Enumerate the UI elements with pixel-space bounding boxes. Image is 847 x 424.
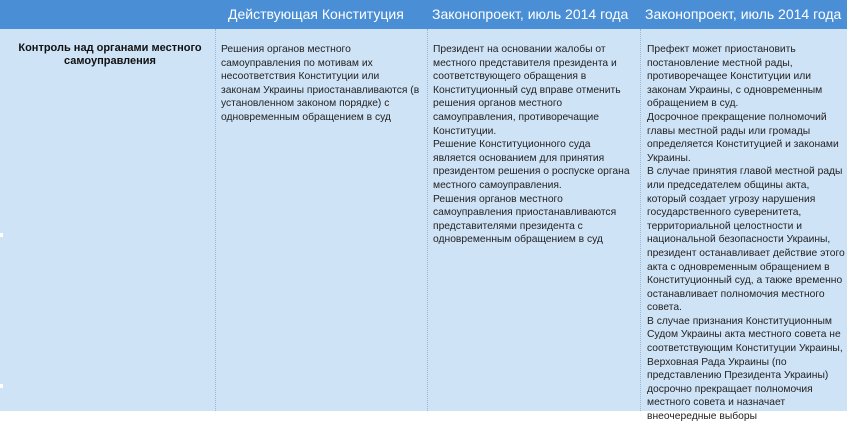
cell-paragraph: Президент на основании жалобы от местного представителя президента и соответствующего обращения в Конституционный суд вправе отменить решения органов местного самоуправления, противоречащие Конституции.	[433, 44, 621, 137]
edge-marker	[0, 384, 3, 388]
cell-bill-b	[647, 43, 845, 424]
table-header	[0, 0, 847, 29]
edge-marker	[0, 233, 3, 237]
cell-paragraph: Префект может приостановить постановление местной рады, противоречащее Конституции или законам Украины, с одновременным обращением в суд.	[647, 44, 823, 110]
cell-paragraph: В случае признания Конституционным Судом Украины акта местного совета не соответствующим Конституции Украины, Верховная Рада Украины (по представлению Президента Украины) досрочно прекращает полномочия местного совета и назначает внеочередные выборы	[647, 315, 843, 423]
column-separator	[427, 29, 429, 411]
cell-paragraph: Решение Конституционного суда является основанием для принятия президентом решения о роспуске органа местного самоуправления.	[433, 139, 630, 191]
cell-paragraph: В случае принятия главой местной рады или председателем общины акта, который создает угрозу нарушения государственного суверенитета, территориальной целостности и национальной безопасности Украины, президент останавливает действие этого акта с одновременным обращением в Конституционный суд, а также временно останавливает полномочия местного совета.	[647, 166, 845, 314]
header-current-constitution: Действующая Конституция	[228, 6, 404, 22]
cell-paragraph: Решения органов местного самоуправления по мотивам их несоответствия Конституции или законам Украины приостанавливаются (в установленном законом порядке) с одновременным обращением в суд	[221, 44, 420, 123]
cell-paragraph: Решения органов местного самоуправления приостанавливаются представителями президента с одновременным обращением в суд	[433, 193, 617, 246]
cell-paragraph: Досрочное прекращение полномочий главы местной рады или громады определяется Конституцией и законами Украины.	[647, 111, 839, 164]
cell-bill-a	[433, 43, 633, 247]
header-bill-july-2014-b: Законопроект, июль 2014 года	[645, 6, 842, 22]
header-bill-july-2014-a: Законопроект, июль 2014 года	[432, 6, 629, 22]
table-row	[0, 29, 847, 423]
column-separator	[215, 29, 217, 411]
column-separator	[640, 29, 642, 411]
row-label: Контроль над органами местного самоуправления	[18, 42, 202, 67]
cell-current-constitution	[221, 43, 421, 125]
